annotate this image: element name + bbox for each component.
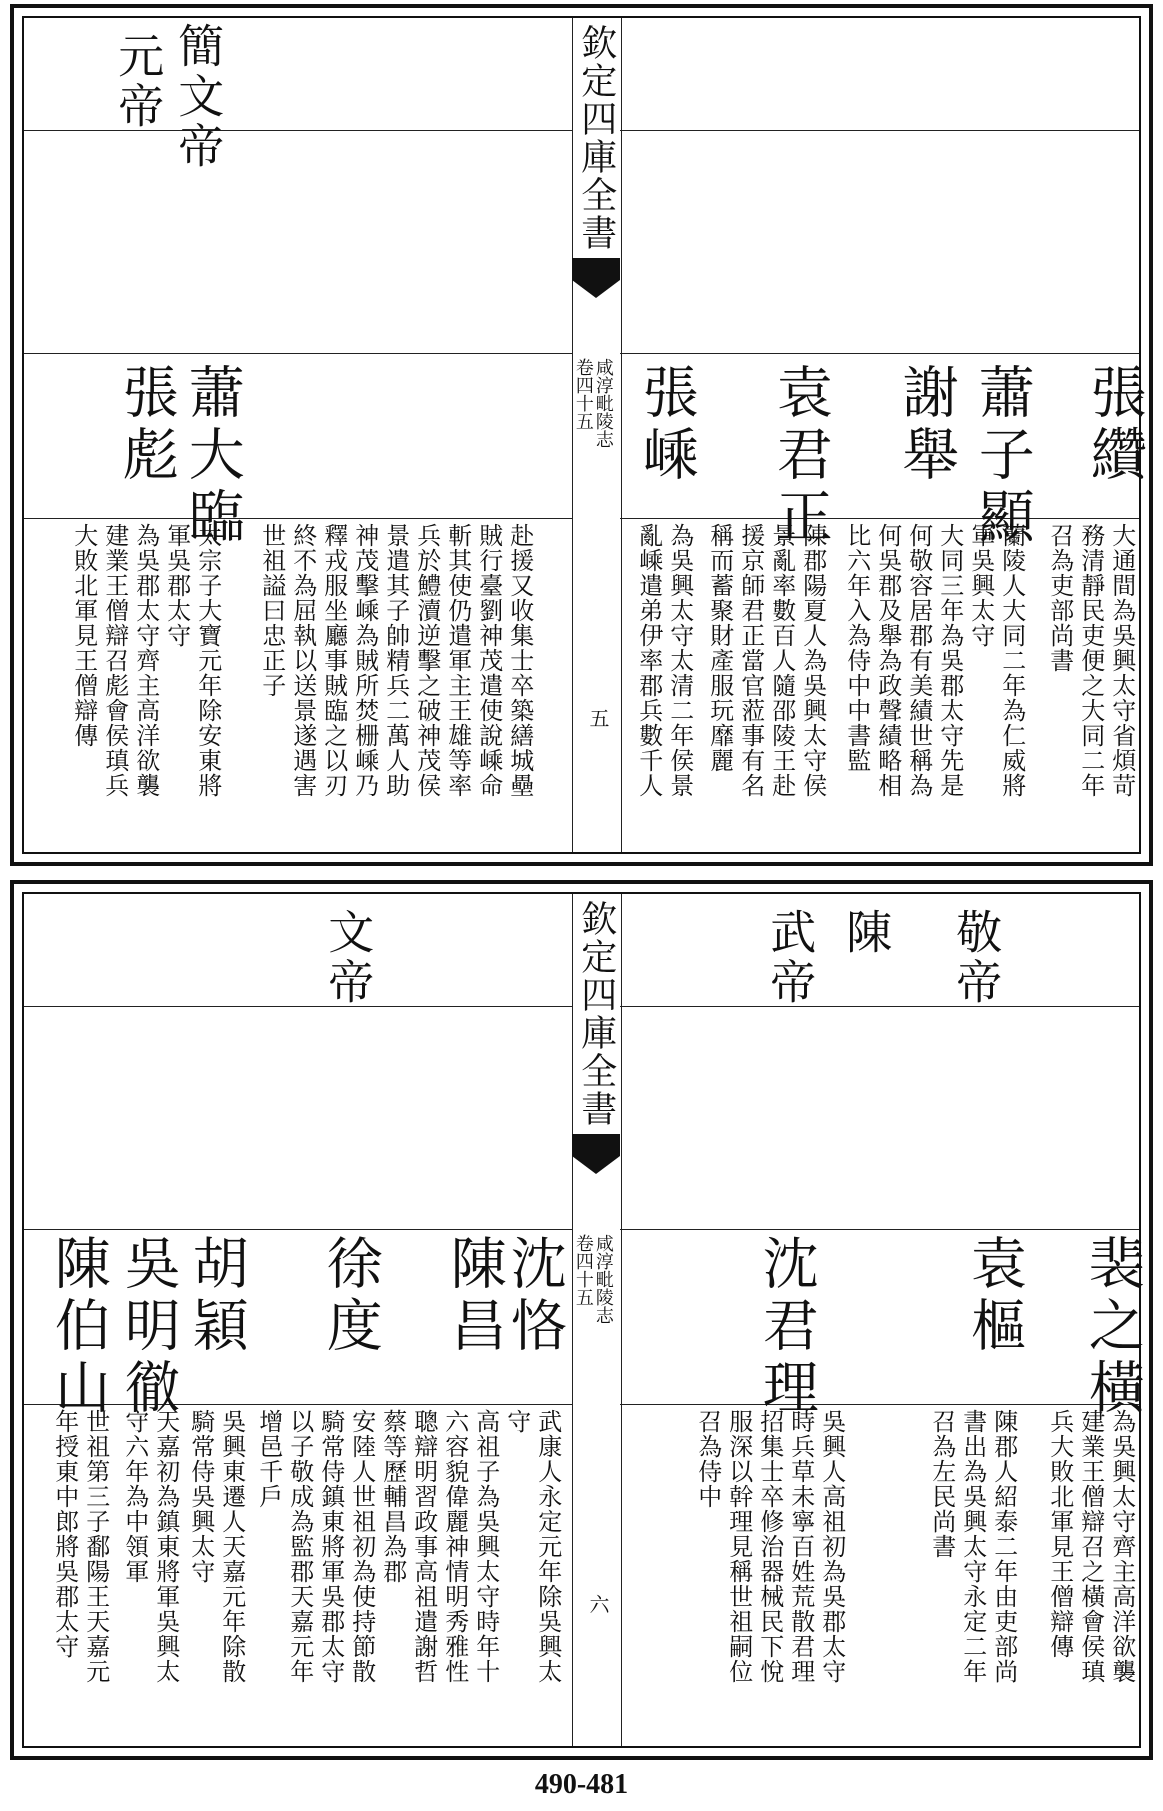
bottom-right-name-3: 沈君理	[753, 1234, 819, 1420]
top-right-name-1: 張纘	[1081, 363, 1147, 487]
bottom-book-title: 欽定四庫全書	[575, 900, 617, 1128]
top-right-bio-13: 稱而蓄聚財產服玩靡麗	[705, 523, 734, 773]
bottom-left-name-2: 陳昌	[441, 1234, 507, 1358]
bottom-left-bio-14: 守六年為中領軍	[120, 1409, 149, 1584]
bottom-right-bio-5: 書出為吳興太守永定二年	[958, 1409, 987, 1684]
bottom-left-rule-2	[24, 1229, 572, 1230]
top-right-bio-10: 陳郡陽夏人為吳興太守侯	[798, 523, 827, 798]
top-right-bio-5: 軍吳興太守	[966, 523, 995, 648]
bottom-left-bio-5: 聰辯明習政事高祖遣謝哲	[409, 1409, 438, 1684]
top-right-name-4: 袁君正	[767, 363, 833, 549]
bottom-left-bio-11: 吳興東遷人天嘉元年除散	[217, 1409, 246, 1684]
bottom-left-bio-13: 天嘉初為鎮東將軍吳興太	[151, 1409, 180, 1684]
bottom-right-bios	[624, 1409, 1144, 1739]
bottom-page-frame	[22, 892, 1145, 1748]
top-left-bio-4: 建業王僧辯召彪會侯瑱兵	[100, 523, 129, 798]
bottom-left-bio-6: 蔡等歷輔昌為郡	[378, 1409, 407, 1584]
top-right-bio-3: 召為吏部尚書	[1045, 523, 1074, 673]
top-left-bio-1: 太宗子大寶元年除安東將	[193, 523, 222, 798]
top-right-rule-1	[620, 130, 1139, 131]
bottom-left-bio-8: 騎常侍鎮東將軍吳郡太守	[316, 1409, 345, 1684]
bottom-right-header-3: 武帝	[763, 908, 818, 1008]
bottom-right-name-1: 裴之橫	[1079, 1234, 1145, 1420]
top-page-frame	[22, 16, 1147, 854]
top-right-bio-15: 亂嵊遣弟伊率郡兵數千人	[634, 523, 663, 798]
bottom-left-bio-2: 守	[502, 1409, 531, 1434]
bottom-right-header-1: 敬帝	[949, 908, 1004, 1008]
bottom-left-name-1: 沈恪	[501, 1234, 567, 1358]
top-volume: 卷四十五	[572, 358, 594, 430]
top-right-bios	[624, 523, 1144, 853]
bottom-left-header-1: 文帝	[321, 908, 376, 1008]
top-left-rule-2	[24, 353, 572, 354]
top-left-rule-1	[24, 130, 572, 131]
top-right-bio-2: 務清靜民吏便之大同二年	[1076, 523, 1105, 798]
top-right-bio-7: 何敬容居郡有美績世稱為	[904, 523, 933, 798]
top-left-bio-14: 赴援又收集士卒築繕城壘	[505, 523, 534, 798]
bottom-left-bio-16: 年授東中郎將吳郡太守	[50, 1409, 79, 1659]
top-right-bio-14: 為吳興太守太清二年侯景	[665, 523, 694, 798]
bottom-center-strip	[572, 894, 622, 1746]
bottom-right-bio-4: 陳郡人紹泰二年由吏部尚	[989, 1409, 1018, 1684]
bottom-right-bio-6: 召為左民尚書	[927, 1409, 956, 1559]
top-right-bio-4: 蘭陵人大同二年為仁威將	[997, 523, 1026, 798]
bottom-right-rule-1	[620, 1006, 1139, 1007]
bottom-left-name-4: 胡穎	[183, 1234, 249, 1358]
bottom-right-bio-2: 建業王僧辯召之橫會侯瑱	[1076, 1409, 1105, 1684]
top-left-bio-8: 釋戎服坐廳事賊臨之以刃	[319, 523, 348, 798]
bottom-right-name-2: 袁樞	[961, 1234, 1027, 1358]
bottom-right-rule-2	[620, 1229, 1139, 1230]
bottom-left-rule-1	[24, 1006, 572, 1007]
top-center-strip	[572, 18, 622, 852]
bottom-left-bio-4: 六容貌偉麗神情明秀雅性	[440, 1409, 469, 1684]
top-page	[10, 4, 1153, 866]
top-right-rule-2	[620, 353, 1139, 354]
top-left-bio-12: 斬其使仍遣軍主王雄等率	[443, 523, 472, 798]
bottom-right-bio-7: 吳興人高祖初為吳郡太守	[817, 1409, 846, 1684]
top-book-title: 欽定四庫全書	[575, 24, 617, 252]
bottom-left-bios	[38, 1409, 568, 1739]
top-right-name-2: 蕭子顯	[969, 363, 1035, 549]
top-right-bio-6: 大同三年為吳郡太守先是	[935, 523, 964, 798]
top-left-bio-10: 景遣其子帥精兵二萬人助	[381, 523, 410, 798]
bottom-right-bio-3: 兵大敗北軍見王僧辯傳	[1045, 1409, 1074, 1659]
top-right-rule-3	[620, 518, 1139, 519]
top-right-bio-12: 援京師君正當官蒞事有名	[736, 523, 765, 798]
bottom-left-name-6: 陳伯山	[45, 1234, 111, 1420]
page-number-footer: 490-481	[534, 1769, 629, 1800]
bottom-right-bio-9: 招集士卒修治器械民下悅	[755, 1409, 784, 1684]
bottom-left-bio-15: 世祖第三子鄱陽王天嘉元	[81, 1409, 110, 1684]
bottom-right-bio-10: 服深以幹理見稱世祖嗣位	[724, 1409, 753, 1684]
top-left-bio-6: 世祖謚曰忠正子	[257, 523, 286, 698]
bottom-left-bio-7: 安陸人世祖初為使持節散	[347, 1409, 376, 1684]
bottom-left-bio-12: 騎常侍吳興太守	[186, 1409, 215, 1584]
bottom-book-subtitle: 咸淳毗陵志	[592, 1234, 614, 1324]
top-right-bio-9: 比六年入為侍中中書監	[842, 523, 871, 773]
bottom-right-bio-1: 為吳興太守齊主高洋欲襲	[1107, 1409, 1136, 1684]
top-left-header-2: 元帝	[111, 32, 166, 132]
top-left-rule-3	[24, 518, 572, 519]
bottom-right-header-2: 陳	[839, 908, 894, 958]
bottom-left-name-5: 吳明徹	[115, 1234, 181, 1420]
top-left-bio-9: 神茂擊嵊為賊所焚栅嵊乃	[350, 523, 379, 798]
top-right-name-3: 謝舉	[893, 363, 959, 487]
top-right-bio-8: 何吳郡及舉為政聲績略相	[873, 523, 902, 798]
bottom-fish-tail-icon	[572, 1134, 620, 1174]
top-left-bios	[42, 523, 562, 853]
top-left-bio-3: 為吳郡太守齊主高洋欲襲	[131, 523, 160, 798]
bottom-right-bio-11: 召為侍中	[693, 1409, 722, 1509]
top-leaf-number: 五	[586, 708, 610, 728]
bottom-leaf-number: 六	[586, 1594, 610, 1614]
top-left-name-2: 張彪	[113, 363, 179, 487]
top-right-name-5: 張嵊	[633, 363, 699, 487]
top-left-bio-13: 賊行臺劉神茂遣使說嵊命	[474, 523, 503, 798]
bottom-page	[10, 880, 1153, 1760]
top-left-bio-2: 軍吳郡太守	[162, 523, 191, 648]
top-right-bio-11: 景亂率數百人隨邵陵王赴	[767, 523, 796, 798]
top-right-bio-1: 大通間為吳興太守省煩苛	[1107, 523, 1136, 798]
top-left-bio-7: 終不為屈執以送景遂遇害	[288, 523, 317, 798]
top-fish-tail-icon	[572, 258, 620, 298]
bottom-left-name-3: 徐度	[317, 1234, 383, 1358]
bottom-right-rule-3	[620, 1404, 1139, 1405]
top-book-subtitle: 咸淳毗陵志	[592, 358, 614, 448]
bottom-volume: 卷四十五	[572, 1234, 594, 1306]
top-left-bio-5: 大敗北軍見王僧辯傳	[69, 523, 98, 748]
top-left-header-1: 簡文帝	[171, 22, 226, 172]
bottom-left-bio-3: 高祖子為吳興太守時年十	[471, 1409, 500, 1684]
bottom-left-bio-1: 武康人永定元年除吳興太	[533, 1409, 562, 1684]
top-left-bio-11: 兵於鱧瀆逆擊之破神茂侯	[412, 523, 441, 798]
bottom-left-bio-9: 以子敬成為監郡天嘉元年	[285, 1409, 314, 1684]
top-left-name-1: 蕭大臨	[179, 363, 245, 549]
bottom-right-bio-8: 時兵草未寧百姓荒散君理	[786, 1409, 815, 1684]
bottom-left-bio-10: 增邑千戶	[254, 1409, 283, 1509]
